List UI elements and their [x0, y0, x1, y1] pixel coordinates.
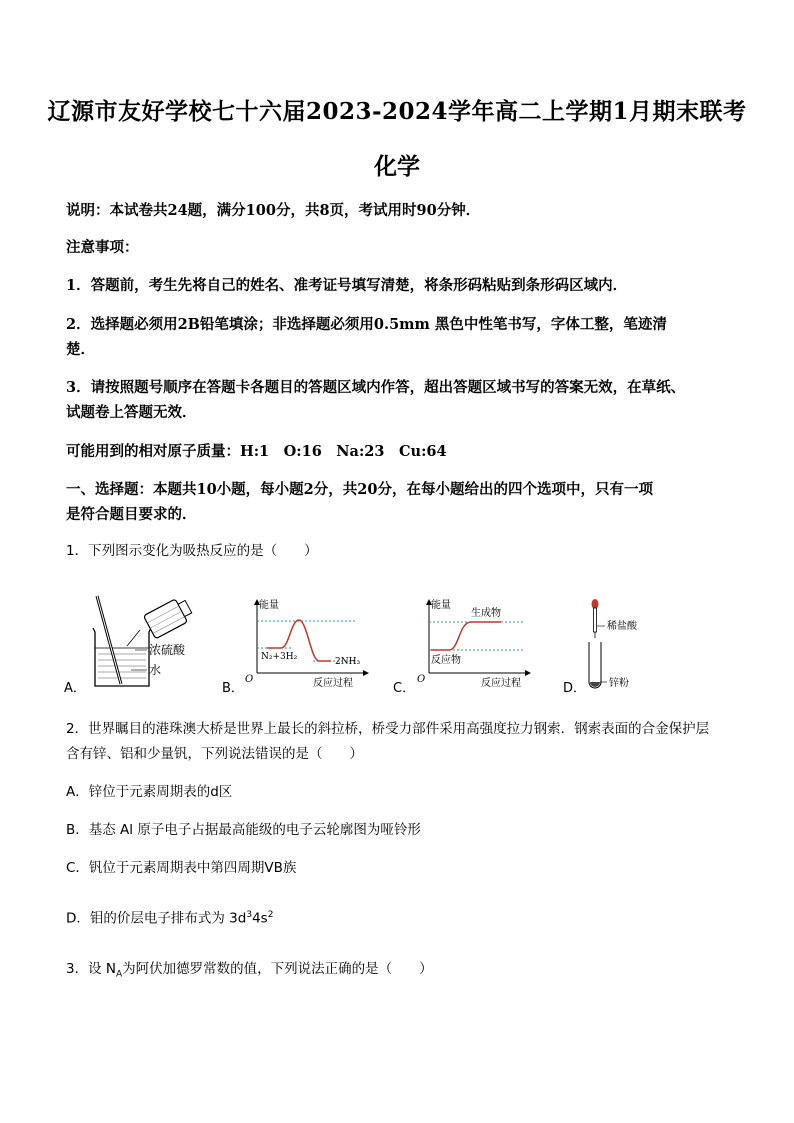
q2-option-d: D．钼的价层电子排布式为 $3d^34s^2$ [66, 910, 274, 927]
svg-text:锌粉: 锌粉 [609, 678, 629, 689]
atomic-masses: 可能用到的相对原子质量：H:1 O:16 Na:23 Cu:64 [66, 443, 447, 460]
label-water: 水 [149, 663, 162, 677]
notice-item-2-line2: 楚． [66, 341, 95, 358]
label-conc-sulfuric-acid: 浓硫酸 [149, 643, 186, 657]
svg-text:O: O [417, 674, 426, 685]
q1-option-d-label: D． [563, 681, 587, 696]
q2-option-a: A．锌位于元素周期表的d区 [66, 784, 233, 800]
notice-item-3-line2: 试题卷上答题无效． [66, 404, 197, 421]
q1-option-b-label: B． [222, 681, 244, 696]
q2-stem-line1: 2．世界瞩目的港珠澳大桥是世界上最长的斜拉桥，桥受力部件采用高强度拉力钢索．钢索表面的合金保护层 [66, 721, 710, 737]
q3-stem: 3．设 $N_A$为阿伏加德罗常数的值，下列说法正确的是（ ） [66, 961, 433, 980]
notice-item-2-line1: 2．选择题必须用2B铅笔填涂；非选择题必须用0.5mm 黑色中性笔书写，字体工整，笔迹清 [66, 316, 667, 333]
svg-text:O: O [245, 674, 254, 685]
dropper-icon [594, 608, 597, 632]
q1-figure-a [85, 588, 215, 696]
exam-note: 说明：本试卷共24题，满分100分，共8页，考试用时90分钟． [66, 202, 481, 219]
q2-stem-line2: 含有锌、铝和少量钒，下列说法错误的是（ ） [66, 746, 363, 762]
section1-line2: 是符合题目要求的． [66, 506, 197, 523]
notice-item-3-line1: 3．请按照题号顺序在答题卡各题目的答题区域内作答，超出答题区域书写的答案无效，在草纸、 [66, 379, 686, 396]
q1-figure-b [243, 598, 373, 690]
subject-title: 化学 [374, 153, 420, 180]
q1-option-c-label: C． [393, 681, 416, 696]
q2-option-b: B．基态 Al 原子电子占据最高能级的电子云轮廓图为哑铃形 [66, 822, 421, 838]
notice-item-1: 1．答题前，考生先将自己的姓名、准考证号填写清楚，将条形码粘贴到条形码区域内． [66, 277, 628, 294]
svg-text:2NH₃: 2NH₃ [335, 657, 361, 667]
svg-text:能量: 能量 [431, 600, 451, 611]
svg-text:稀盐酸: 稀盐酸 [607, 621, 637, 632]
svg-text:反应过程: 反应过程 [313, 678, 353, 689]
svg-text:反应过程: 反应过程 [481, 678, 521, 689]
dropper-bulb-icon [592, 599, 599, 609]
q1-figure-c [415, 598, 535, 690]
notice-heading: 注意事项： [66, 239, 139, 256]
exam-title: 辽源市友好学校七十六届2023-2024学年高二上学期1月期末联考 [47, 98, 747, 125]
svg-text:反应物: 反应物 [431, 655, 461, 666]
svg-text:能量: 能量 [259, 600, 279, 611]
q1-stem: 1．下列图示变化为吸热反应的是（ ） [66, 543, 318, 559]
section1-line1: 一、选择题：本题共10小题，每小题2分，共20分，在每小题给出的四个选项中，只有一项 [66, 481, 653, 498]
q1-option-a-label: A． [64, 681, 86, 696]
q2-option-c: C．钒位于元素周期表中第四周期VB族 [66, 860, 297, 876]
q1-figure-d [583, 598, 663, 692]
test-tube-icon [589, 642, 601, 688]
beaker-icon [93, 628, 151, 686]
svg-text:生成物: 生成物 [471, 608, 501, 619]
reagent-bottle-icon [143, 595, 194, 639]
svg-text:N₂+3H₂: N₂+3H₂ [261, 652, 298, 662]
